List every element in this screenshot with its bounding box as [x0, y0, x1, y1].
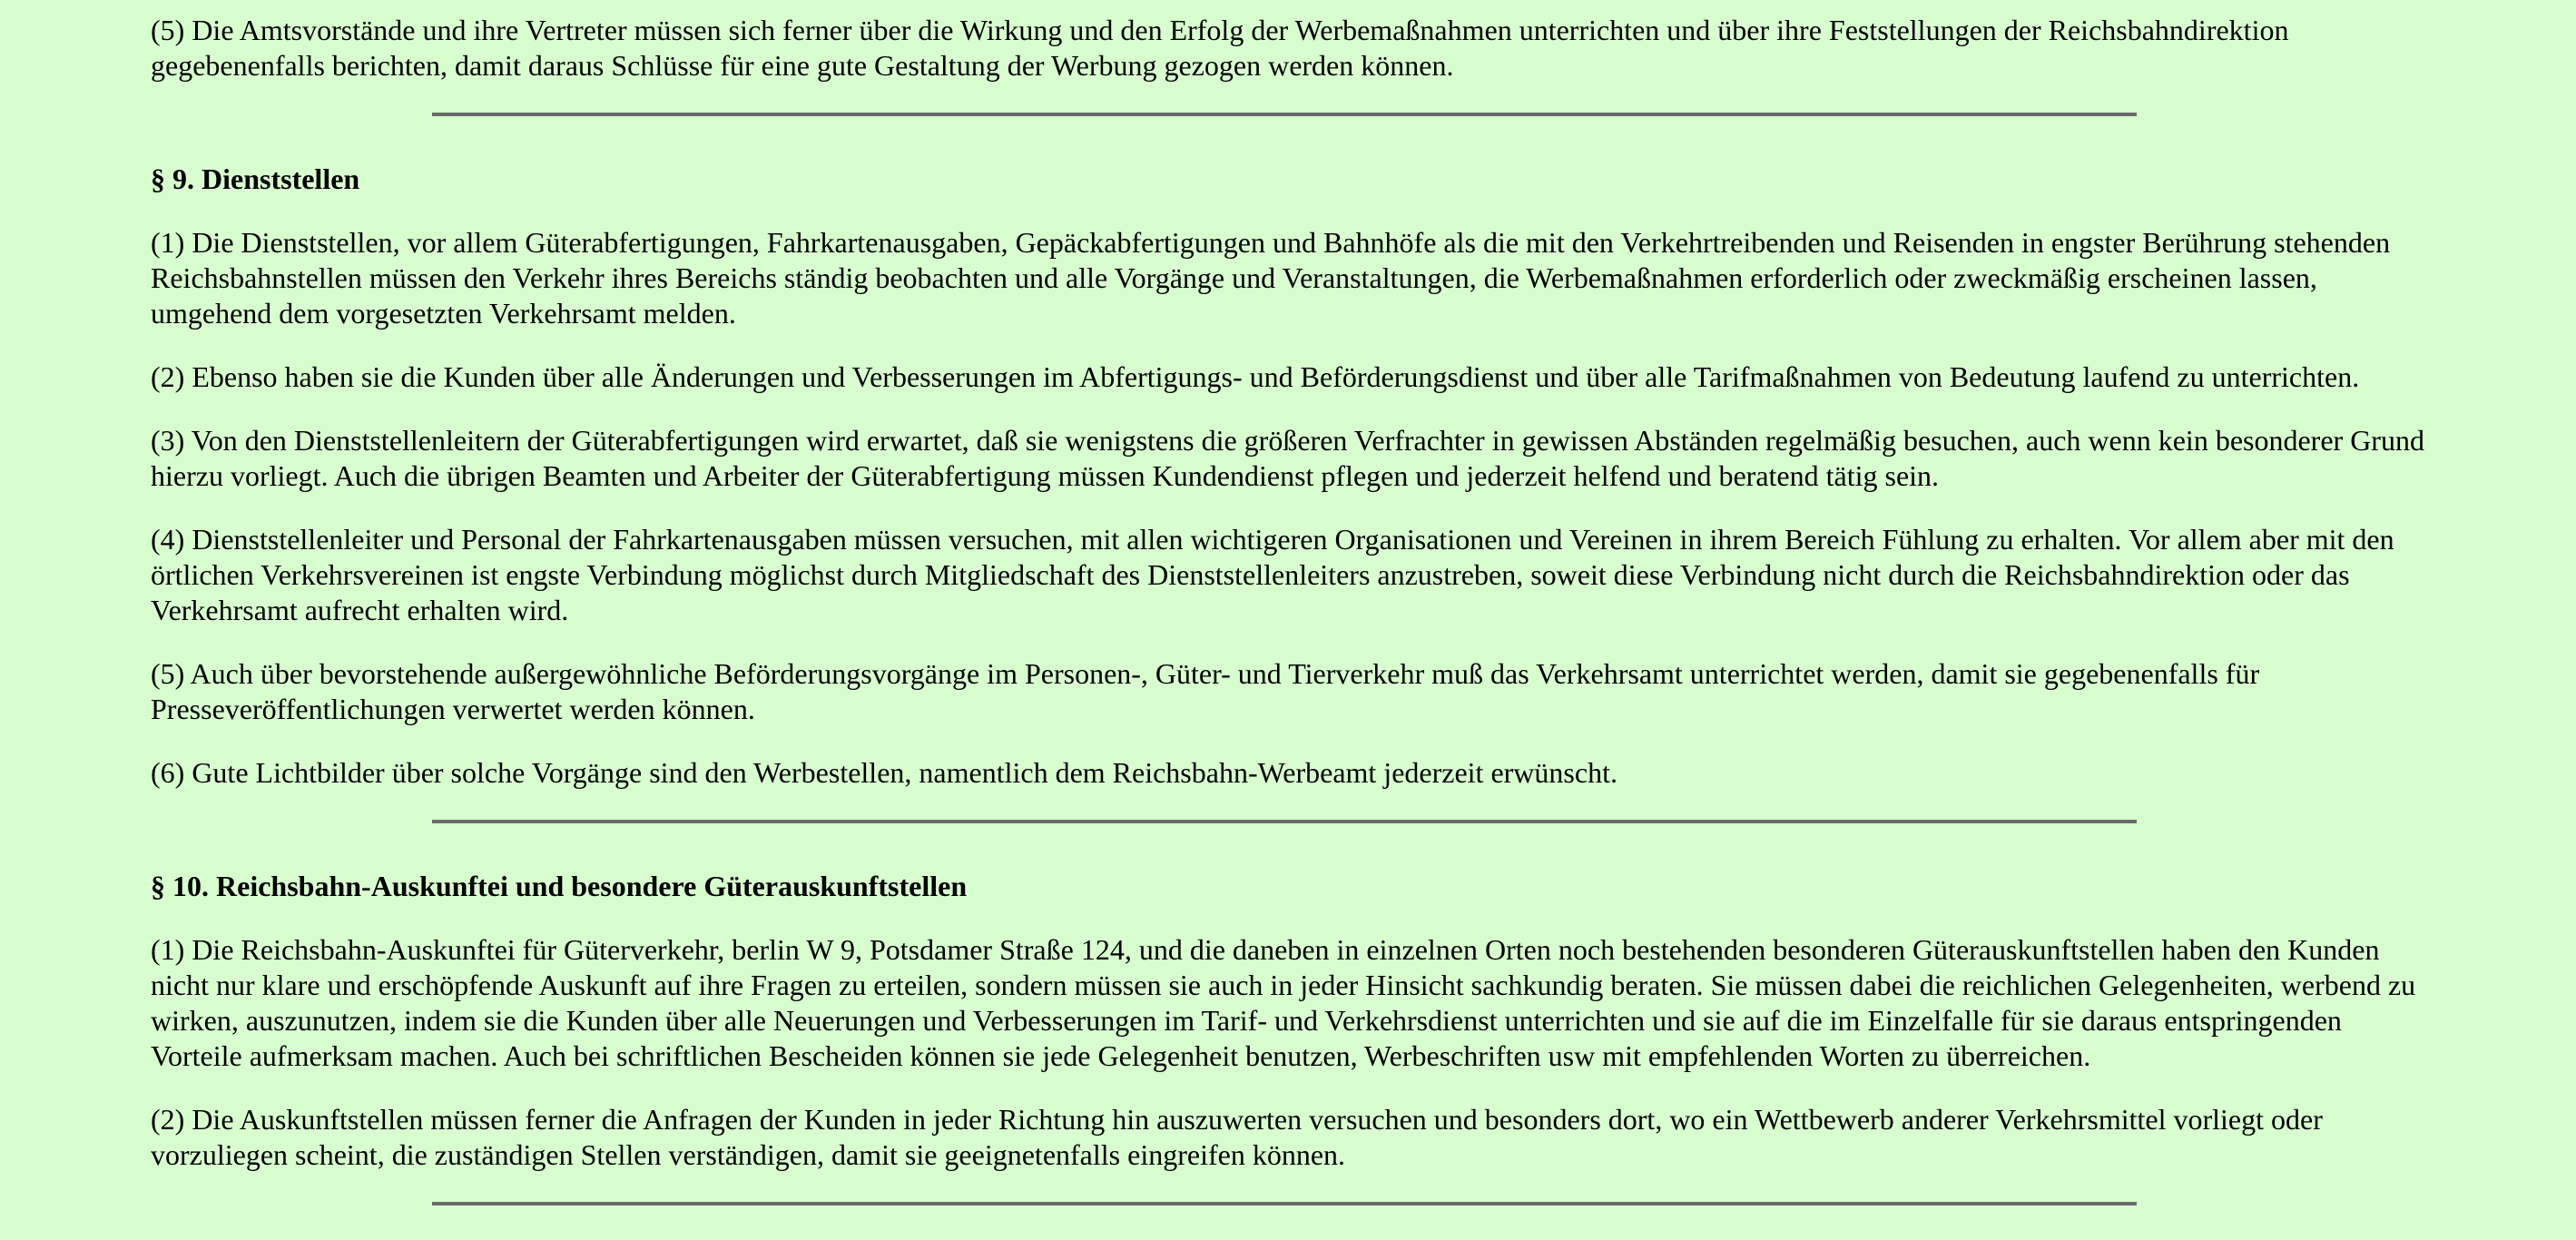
paragraph-9-2: (2) Ebenso haben sie die Kunden über alle Änderungen und Verbesserungen im Abfertigungs- und Beförderungsdienst und über alle Tarifmaßnahmen von Bedeutung laufend zu unterrichten.: [151, 360, 2360, 393]
paragraph-9-4: (4) Dienststellenleiter und Personal der Fahrkartenausgaben müssen versuchen, mit allen wichtigeren Organisationen und Vereinen in ihrem Bereich Fühlung zu erhalten. Vor allem aber mit den örtlichen Verkehrsvereinen ist engste Verbindung möglichst durch Mitgliedschaft des Dienststellenleiters anzustreben, soweit diese Verbindung nicht durch die Reichsbahndirektion oder das Verkehrsamt aufrecht erhalten wird.: [151, 523, 2394, 626]
paragraph-9-5: (5) Auch über bevorstehende außergewöhnliche Beförderungsvorgänge im Personen-, Güter- und Tierverkehr muß das Verkehrsamt unterrichtet werden, damit sie gegebenenfalls für Presseveröffentlichungen verwertet werden können.: [151, 657, 2260, 725]
document-body: [151, 13, 2438, 1206]
section-divider: [432, 1202, 2137, 1206]
section-divider: [432, 113, 2137, 116]
paragraph-9-1: (1) Die Dienststellen, vor allem Güterabfertigungen, Fahrkartenausgaben, Gepäckabfertigungen und Bahnhöfe als die mit den Verkehrtreibenden und Reisenden in engster Berührung stehenden Reichsbahnstellen müssen den Verkehr ihres Bereichs ständig beobachten und alle Vorgänge und Veranstaltungen, die Werbemaßnahmen erforderlich oder zweckmäßig erscheinen lassen, umgehend dem vorgesetzten Verkehrsamt melden.: [151, 226, 2391, 330]
paragraph-9-3: (3) Von den Dienststellenleitern der Güterabfertigungen wird erwartet, daß sie wenigstens die größeren Verfrachter in gewissen Abständen regelmäßig besuchen, auch wenn kein besonderer Grund hierzu vorliegt. Auch die übrigen Beamten und Arbeiter der Güterabfertigung müssen Kundendienst pflegen und jederzeit helfend und beratend tätig sein.: [151, 424, 2424, 492]
section-9-heading: § 9. Dienststellen: [151, 162, 360, 195]
section-10-heading: § 10. Reichsbahn-Auskunftei und besondere Güterauskunftstellen: [151, 870, 968, 902]
paragraph-10-2: (2) Die Auskunftstellen müssen ferner die Anfragen der Kunden in jeder Richtung hin auszuwerten versuchen und besonders dort, wo ein Wettbewerb anderer Verkehrsmittel vorliegt oder vorzuliegen scheint, die zuständigen Stellen verständigen, damit sie geeignetenfalls eingreifen können.: [151, 1103, 2323, 1171]
paragraph-10-1: (1) Die Reichsbahn-Auskunftei für Güterverkehr, berlin W 9, Potsdamer Straße 124, und die daneben in einzelnen Orten noch bestehenden besonderen Güterauskunftstellen haben den Kunden nicht nur klare und erschöpfende Auskunft auf ihre Fragen zu erteilen, sondern müssen sie auch in jeder Hinsicht sachkundig beraten. Sie müssen dabei die reichlichen Gelegenheiten, werbend zu wirken, auszunutzen, indem sie die Kunden über alle Neuerungen und Verbesserungen im Tarif- und Verkehrsdienst unterrichten und sie auf die im Einzelfalle für sie daraus entspringenden Vorteile aufmerksam machen. Auch bei schriftlichen Bescheiden können sie jede Gelegenheit benutzen, Werbeschriften usw mit empfehlenden Worten zu überreichen.: [151, 933, 2416, 1072]
paragraph-8-5: (5) Die Amtsvorstände und ihre Vertreter müssen sich ferner über die Wirkung und den Erfolg der Werbemaßnahmen unterrichten und über ihre Feststellungen der Reichsbahndirektion gegebenenfalls berichten, damit daraus Schlüsse für eine gute Gestaltung der Werbung gezogen werden können.: [151, 14, 2289, 82]
section-divider: [432, 820, 2137, 823]
paragraph-9-6: (6) Gute Lichtbilder über solche Vorgänge sind den Werbestellen, namentlich dem Reichsbahn-Werbeamt jederzeit erwünscht.: [151, 756, 1617, 789]
